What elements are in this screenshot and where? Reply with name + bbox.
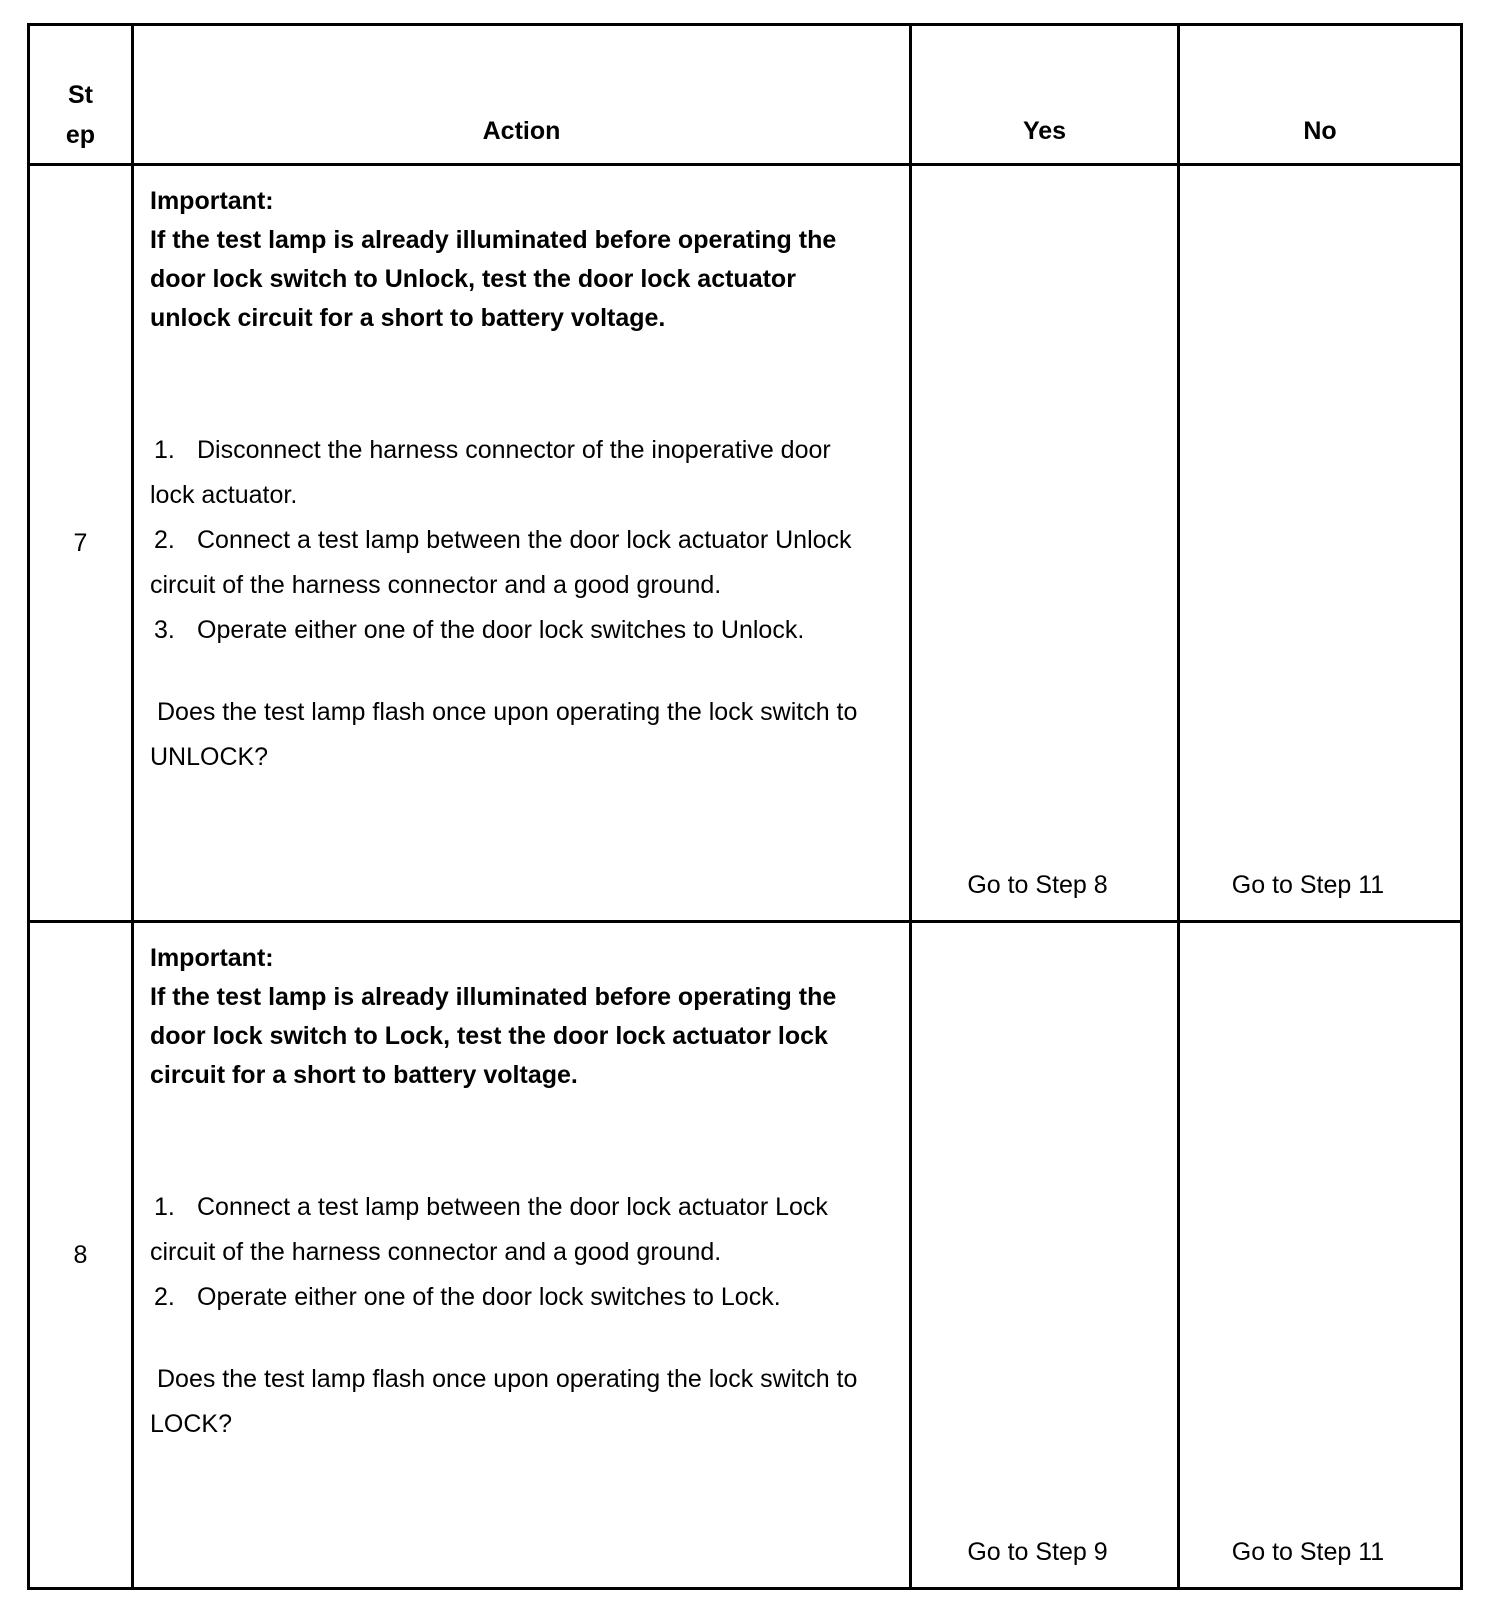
procedure-step-text: Operate either one of the door lock switches to Unlock. <box>197 616 805 644</box>
header-row <box>29 25 1462 165</box>
procedure-step-number: 3. <box>154 616 175 644</box>
procedure-step <box>150 1185 879 1275</box>
question-text: Does the test lamp flash once upon operating the lock switch to UNLOCK? <box>150 698 858 771</box>
action-cell <box>133 922 911 1589</box>
important-text: If the test lamp is already illuminated before operating the door lock switch to Unlock, test the door lock actuator unlock circuit for a short to battery voltage. <box>150 226 837 332</box>
procedure-step-text: Operate either one of the door lock switches to Lock. <box>197 1283 781 1311</box>
procedure-step-text: Connect a test lamp between the door lock actuator Unlock circuit of the harness connector and a good ground. <box>150 526 852 599</box>
procedure-step-text: Connect a test lamp between the door lock actuator Lock circuit of the harness connector and a good ground. <box>150 1193 828 1266</box>
procedure-step-number: 2. <box>154 1283 175 1311</box>
diagnostic-table <box>27 23 1463 1590</box>
yes-result: Go to Step 8 <box>911 165 1179 922</box>
table-row <box>29 165 1462 922</box>
header-step <box>29 25 133 165</box>
step-number: 8 <box>29 922 133 1589</box>
important-label: Important: <box>150 944 274 972</box>
action-cell <box>133 165 911 922</box>
procedure-step-text: Disconnect the harness connector of the inoperative door lock actuator. <box>150 436 831 509</box>
procedure-step <box>150 428 879 518</box>
procedure-step <box>150 1275 879 1320</box>
procedure-step <box>150 518 879 608</box>
header-action: Action <box>133 25 911 165</box>
procedure-step-number: 1. <box>154 436 175 464</box>
header-step-line2: ep <box>65 121 96 149</box>
question-text: Does the test lamp flash once upon operating the lock switch to LOCK? <box>150 1365 858 1438</box>
procedure-step-number: 1. <box>154 1193 175 1221</box>
no-result: Go to Step 11 <box>1179 922 1462 1589</box>
table-row <box>29 922 1462 1589</box>
procedure-step <box>150 608 879 653</box>
procedure-step-number: 2. <box>154 526 175 554</box>
yes-result: Go to Step 9 <box>911 922 1179 1589</box>
header-no: No <box>1179 25 1462 165</box>
header-yes: Yes <box>911 25 1179 165</box>
important-label: Important: <box>150 187 274 215</box>
no-result: Go to Step 11 <box>1179 165 1462 922</box>
step-number: 7 <box>29 165 133 922</box>
header-step-line1: St <box>68 81 93 109</box>
important-text: If the test lamp is already illuminated before operating the door lock switch to Lock, test the door lock actuator lock circuit for a short to battery voltage. <box>150 983 837 1089</box>
